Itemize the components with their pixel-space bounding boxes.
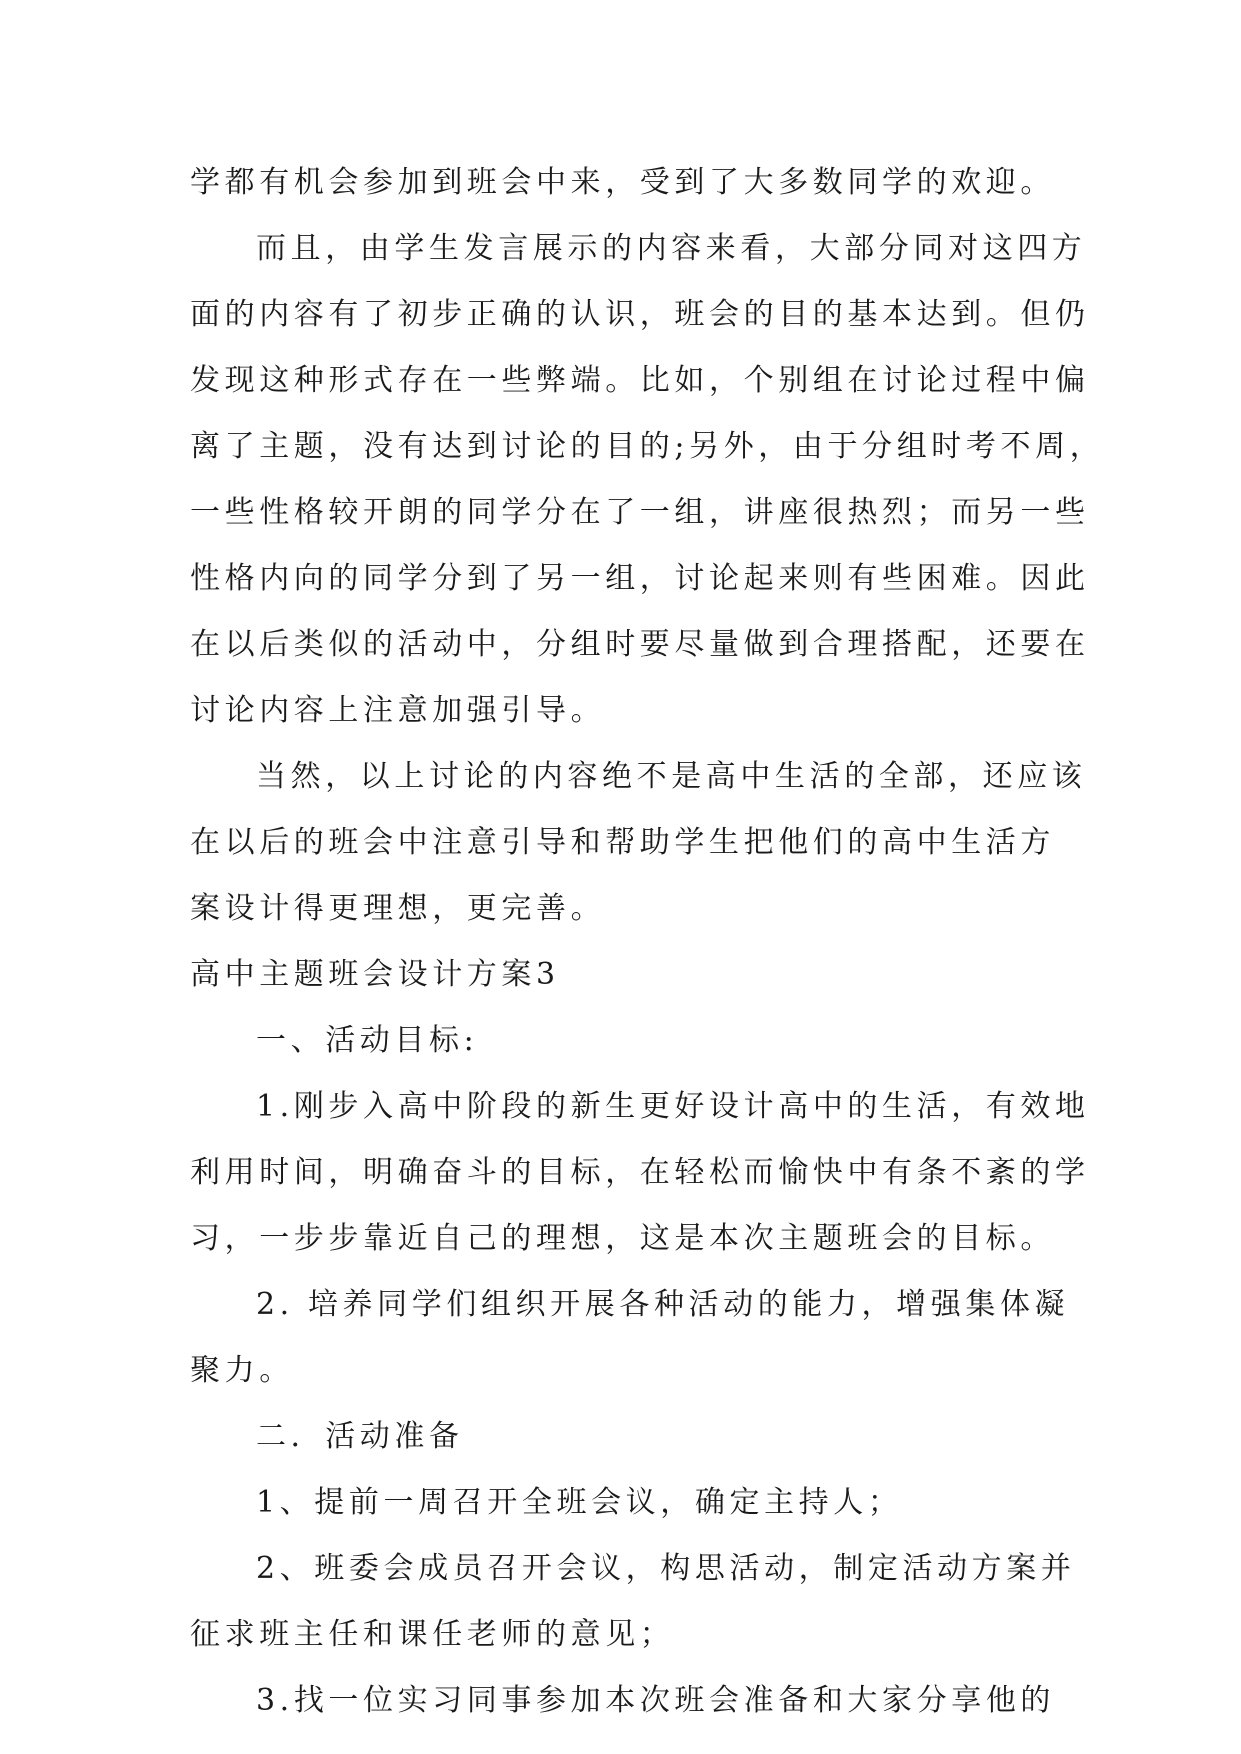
document-body xyxy=(190,150,1105,1734)
text-line: 当然，以上讨论的内容绝不是高中生活的全部，还应该 xyxy=(256,759,1087,794)
text-line: 在以后的班会中注意引导和帮助学生把他们的高中生活方 xyxy=(190,825,1055,860)
text-line: 一些性格较开朗的同学分在了一组，讲座很热烈；而另一些 xyxy=(190,495,1090,530)
text-line: 2、班委会成员召开会议，构思活动，制定活动方案并 xyxy=(256,1551,1076,1586)
text-line: 聚力。 xyxy=(190,1353,294,1388)
text-line: 发现这种形式存在一些弊端。比如，个别组在讨论过程中偏 xyxy=(190,363,1090,398)
section-heading: 高中主题班会设计方案3 xyxy=(190,957,560,992)
text-line: 讨论内容上注意加强引导。 xyxy=(190,693,606,728)
text-line: 案设计得更理想，更完善。 xyxy=(190,891,606,926)
text-line: 在以后类似的活动中，分组时要尽量做到合理搭配，还要在 xyxy=(190,627,1090,662)
text-line: 习，一步步靠近自己的理想，这是本次主题班会的目标。 xyxy=(190,1221,1055,1256)
text-line: 而且，由学生发言展示的内容来看，大部分同对这四方 xyxy=(256,231,1087,266)
text-line: 学都有机会参加到班会中来，受到了大多数同学的欢迎。 xyxy=(190,165,1055,200)
text-line: 3.找一位实习同事参加本次班会准备和大家分享他的 xyxy=(256,1683,1056,1718)
subsection-heading: 一、活动目标: xyxy=(256,1023,479,1058)
text-line: 2. 培养同学们组织开展各种活动的能力，增强集体凝 xyxy=(256,1287,1070,1322)
text-line: 性格内向的同学分到了另一组，讨论起来则有些困难。因此 xyxy=(190,561,1090,596)
text-line: 离了主题，没有达到讨论的目的;另外，由于分组时考不周， xyxy=(190,429,1105,464)
subsection-heading: 二．活动准备 xyxy=(256,1419,464,1454)
text-line: 面的内容有了初步正确的认识，班会的目的基本达到。但仍 xyxy=(190,297,1090,332)
text-line: 利用时间，明确奋斗的目标，在轻松而愉快中有条不紊的学 xyxy=(190,1155,1090,1190)
text-line: 1.刚步入高中阶段的新生更好设计高中的生活，有效地 xyxy=(256,1089,1090,1124)
text-line: 征求班主任和课任老师的意见； xyxy=(190,1617,675,1652)
text-line: 1、提前一周召开全班会议，确定主持人； xyxy=(256,1485,903,1520)
